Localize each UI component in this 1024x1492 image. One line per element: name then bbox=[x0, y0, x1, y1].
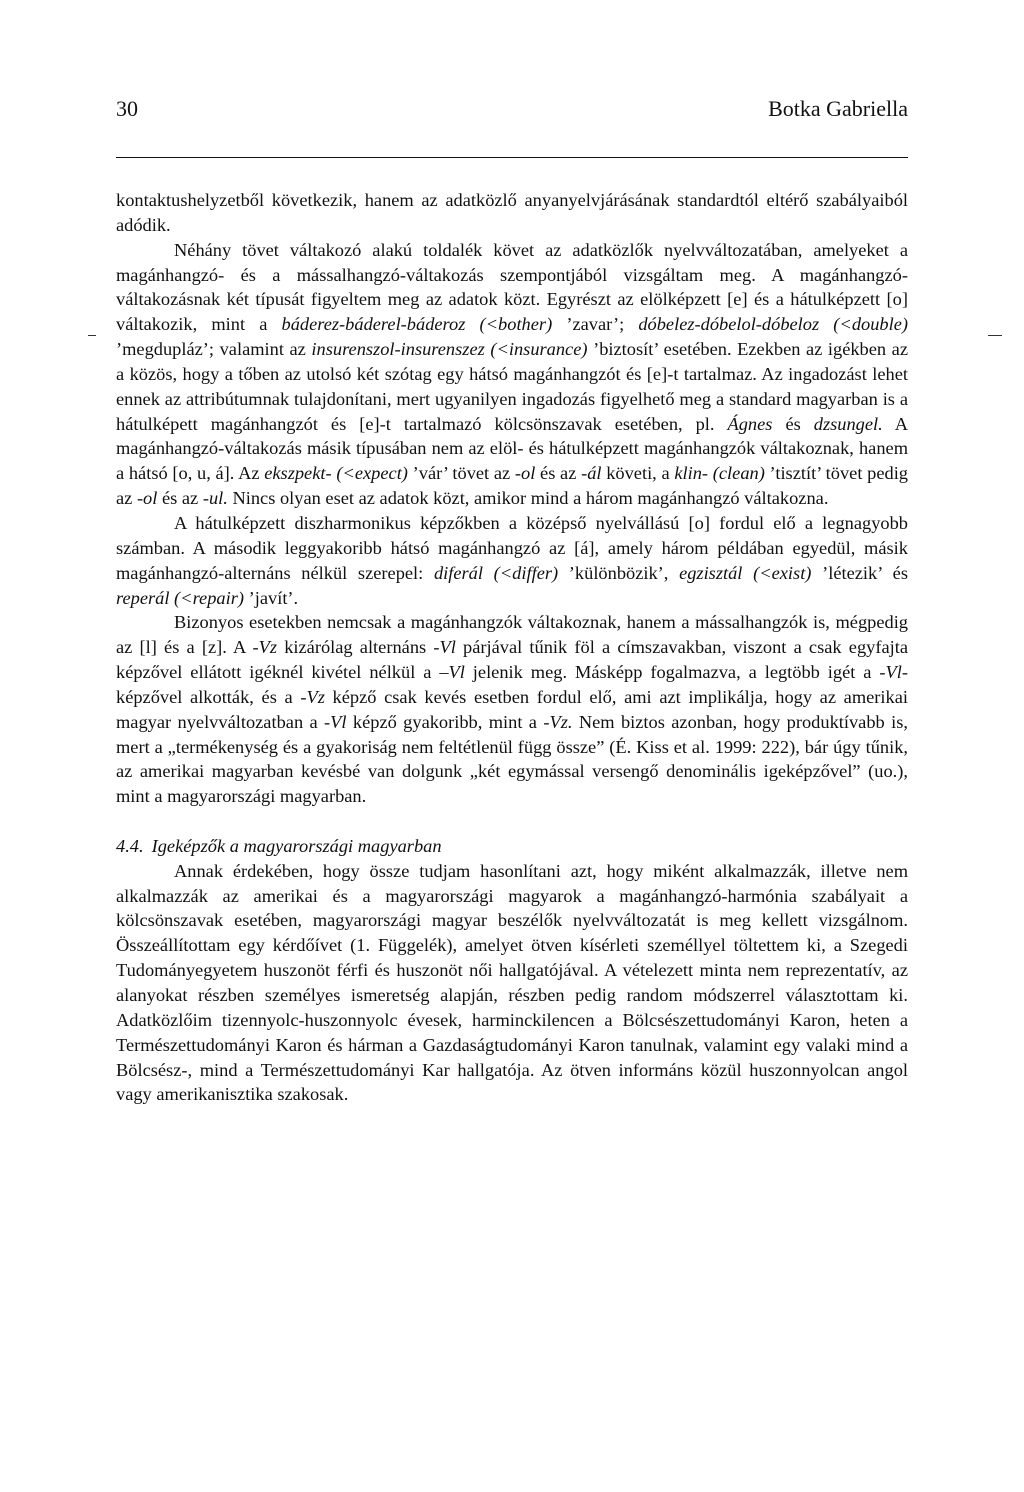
body-text bbox=[116, 188, 908, 1107]
text-run: ’biztosít’ esetében. Ezekben az igékben az a közös, hogy a tőben az utolsó két szótag egy hátsó magánhangzót és [e]-t tartalmaz. Az ingadozást lehet ennek az attribútumnak tulajdonítani, mert ugyanilyen ingadozás figyelhető meg a standard magyarban is a hátulképett magánhangzót és [e]-t tartalmazó kölcsönszavak esetében, pl. bbox=[116, 339, 908, 434]
italic-text: báderez-báderel-báderoz (<bother) bbox=[281, 314, 553, 335]
text-run: és az bbox=[157, 488, 203, 509]
italic-text: -Vz bbox=[300, 686, 325, 707]
text-run: ’létezik’ és bbox=[811, 562, 908, 583]
section-heading bbox=[116, 834, 908, 859]
italic-text: -ál bbox=[581, 463, 602, 484]
text-run: Nem biztos azonban, hogy produktívabb is, mert a „termékenység és a gyakoriság nem feltétlenül függ össze” (É. Kiss et al. 1999: 222), bár úgy tűnik, az amerikai magyarban kevésbé van dolgunk „két egymással versengő denominális igeképzővel” (uo.), mint a magyarországi magyarban. bbox=[116, 711, 908, 807]
section-title: Igeképzők a magyarországi magyarban bbox=[151, 835, 442, 856]
italic-text: dóbelez-dóbelol-dóbeloz (<double) bbox=[638, 314, 908, 335]
italic-text: -Vz bbox=[252, 637, 278, 658]
header-rule bbox=[116, 157, 908, 158]
text-run: A magánhangzó-váltakozás másik típusában nem az elöl- és hátulképzett magánhangzók váltakoznak, hanem a hátsó [o, u, á]. Az bbox=[116, 413, 908, 484]
italic-text: egzisztál (<exist) bbox=[679, 562, 812, 583]
text-run: ’tisztít’ tövet pedig az bbox=[116, 463, 908, 509]
italic-text: Ágnes bbox=[727, 413, 773, 434]
italic-text: ekszpekt- (<expect) bbox=[264, 463, 408, 484]
running-head-author: Botka Gabriella bbox=[768, 96, 908, 121]
text-run: Néhány tövet váltakozó alakú toldalék követ az adatközlők nyelvváltozatában, amelyeket a magánhangzó- és a mássalhangzó-váltakozás szempontjából vizsgáltam meg. A magánhangzó-váltakozásnak két típusát figyeltem meg az adatok közt. Egyrészt az elölképzett [e] és a hátulképzett [o] váltakozik, mint a bbox=[116, 239, 908, 335]
book-page bbox=[116, 0, 908, 1492]
text-run: kizárólag alternáns bbox=[277, 637, 434, 658]
margin-mark-right bbox=[988, 335, 1002, 336]
paragraph bbox=[116, 859, 908, 1107]
italic-text: -ol bbox=[514, 463, 536, 484]
paragraph bbox=[116, 238, 908, 511]
italic-text: -Vl bbox=[879, 662, 902, 683]
text-run: ’megdupláz’; valamint az bbox=[116, 339, 312, 360]
text-run: párjával tűnik föl a címszavakban, viszont a csak egyfajta képzővel ellátott igéknél kivétel nélkül a – bbox=[116, 637, 909, 683]
section-number: 4.4. bbox=[116, 835, 144, 856]
text-run: kontaktushelyzetből következik, hanem az adatközlő anyanyelvjárásának standardtól eltérő szabályaiból adódik. bbox=[116, 190, 908, 235]
margin-mark-left bbox=[88, 335, 96, 336]
paragraph-group bbox=[116, 188, 908, 809]
paragraph bbox=[116, 188, 908, 238]
italic-text: -ul. bbox=[202, 488, 228, 509]
italic-text: insurenszol-insurenszez (<insurance) bbox=[311, 339, 588, 360]
text-run: Nincs olyan eset az adatok közt, amikor mind a három magánhangzó váltakozna. bbox=[227, 488, 829, 509]
paragraph bbox=[116, 511, 908, 610]
italic-text: reperál (<repair) bbox=[116, 587, 245, 608]
text-run: követi, a bbox=[601, 463, 675, 484]
text-run: ’különbözik’, bbox=[558, 562, 680, 583]
text-run: képző gyakoribb, mint a bbox=[346, 711, 544, 732]
italic-text: klin- (clean) bbox=[674, 463, 765, 484]
italic-text: Vl bbox=[448, 662, 465, 683]
text-run: ’zavar’; bbox=[552, 314, 639, 335]
text-run: Bizonyos esetekben nemcsak a magánhangzók váltakoznak, hanem a mássalhangzók is, mégpedig az [l] és a [z]. A bbox=[116, 612, 908, 658]
text-run: és az bbox=[535, 463, 582, 484]
text-run: és bbox=[772, 413, 814, 434]
italic-text: -Vl bbox=[433, 637, 456, 658]
italic-text: -Vl bbox=[324, 711, 347, 732]
text-run: ’javít’. bbox=[244, 587, 299, 608]
italic-text: -ol bbox=[136, 488, 158, 509]
text-run: ’vár’ tövet az bbox=[407, 463, 515, 484]
paragraph bbox=[116, 610, 908, 809]
italic-text: dzsungel. bbox=[813, 413, 883, 434]
text-run: -képzővel alkották, és a bbox=[116, 662, 908, 707]
section-paragraph-group bbox=[116, 859, 908, 1107]
italic-text: -Vz. bbox=[543, 711, 573, 732]
text-run: képző csak kevés esetben fordul elő, ami azt implikálja, hogy az amerikai magyar nyelvváltozatban a bbox=[116, 686, 909, 732]
text-run: A hátulképzett diszharmonikus képzőkben a középső nyelvállású [o] fordul elő a legnagyobb számban. A második leggyakoribb hátsó magánhangzó az [á], amely három példában egyedül, másik magánhangzó-alternáns nélkül szerepel: bbox=[116, 512, 908, 583]
running-head bbox=[116, 94, 908, 124]
text-run: jelenik meg. Másképp fogalmazva, a legtöbb igét a bbox=[464, 662, 880, 683]
italic-text: diferál (<differ) bbox=[433, 562, 559, 583]
text-run: Annak érdekében, hogy össze tudjam hasonlítani azt, hogy miként alkalmazzák, illetve nem alkalmazzák az amerikai és a magyarországi magyarok a magánhangzó-harmónia szabályait a kölcsönszavak esetében, magyarországi magyar beszélők nyelvváltozatát is meg kellett vizsgálnom. Összeállítottam egy kérdőívet (1. Függelék), amelyet ötven kísérleti személlyel töltettem ki, a Szegedi Tudományegyetem huszonöt férfi és huszonöt női hallgatójával. A vételezett minta nem reprezentatív, az alanyokat részben személyes ismeretség alapján, részben pedig random módszerrel választottam ki. Adatközlőim tizennyolc-huszonnyolc évesek, harminckilencen a Bölcsészettudományi Karon, heten a Természettudományi Karon és hárman a Gazdaságtudományi Karon tanulnak, valamint egy valaki mind a Bölcsész-, mind a Természettudományi Kar hallgatója. Az ötven informáns közül huszonnyolcan angol vagy amerikanisztika szakosak. bbox=[116, 860, 908, 1105]
page-number: 30 bbox=[116, 96, 138, 121]
